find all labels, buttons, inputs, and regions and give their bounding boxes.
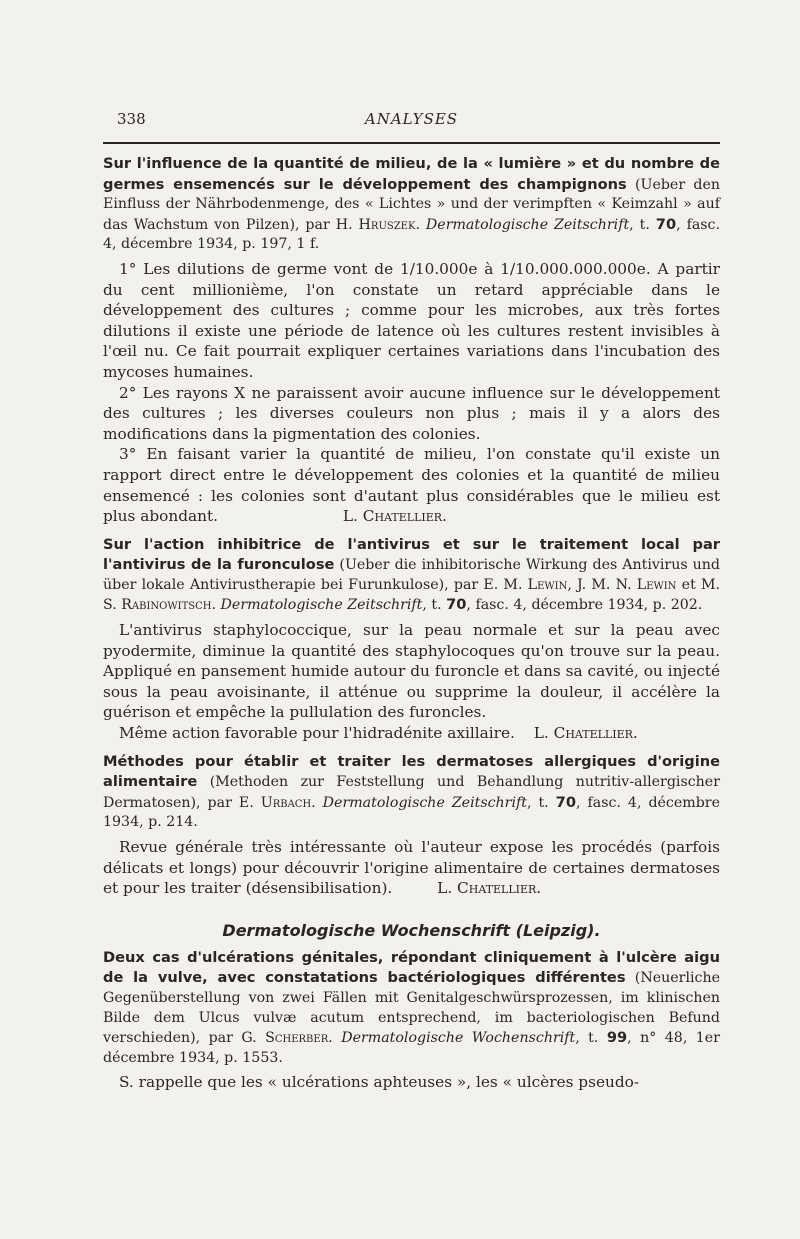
article-1-paragraph-1: 1° Les dilutions de germe vont de 1/10.000e à 1/10.000.000.000e. A partir du cent millionième, l'on constate un retard appréciable dans le développement des cultures ; comme pour les microbes, aux très fortes dilutions il existe une période de latence où les cultures restent invisibles à l'œil nu. Ce fait pourrait expliquer certaines variations dans l'incubation des mycoses humaines. xyxy=(103,259,720,381)
article-2-title: Sur l'action inhibitrice de l'antivirus et sur le traitement local par l'antivirus de la furonculose xyxy=(103,535,720,574)
article-2-journal: Dermatologische Zeitschrift xyxy=(220,597,423,614)
section-heading: Dermatologische Wochenschrift (Leipzig). xyxy=(222,920,601,940)
article-4-title: Deux cas d'ulcérations génitales, répondant cliniquement à l'ulcère aigu de la vulve, avec constatations bactériologiques différentes xyxy=(103,948,720,987)
article-4-paragraph-1: S. rappelle que les « ulcérations aphteuses », les « ulcères pseudo- xyxy=(119,1073,640,1092)
running-title: ANALYSES xyxy=(364,110,459,128)
page-number: 338 xyxy=(117,110,146,128)
running-header xyxy=(103,110,720,132)
article-3-reference: Méthodes pour établir et traiter les dermatoses allergiques d'origine alimentaire (Methoden zur Feststellung und Behandlung nutritiv-allergischer Dermatosen), par E. Urbach. Dermatologische Zeitschrift, t. 70, fasc. 4, décembre 1934, p. 214. xyxy=(103,752,720,831)
article-3-journal: Dermatologische Zeitschrift xyxy=(322,794,527,811)
article-1-reference: Sur l'influence de la quantité de milieu, de la « lumière » et du nombre de germes ensemencés sur le développement des champignons (Ueber den Einfluss der Nährbodenmenge, des « Lichtes » und der verimpften « Keimzahl » auf das Wachstum von Pilzen), par H. Hruszek. Dermatologische Zeitschrift, t. 70, fasc. 4, décembre 1934, p. 197, 1 f. xyxy=(103,155,721,253)
article-3-title: Méthodes pour établir et traiter les dermatoses allergiques d'origine alimentaire xyxy=(103,752,720,791)
page xyxy=(103,110,720,1093)
header-rule xyxy=(103,142,720,144)
article-1-author: Hruszek xyxy=(358,216,416,233)
article-1-paragraph-2: 2° Les rayons X ne paraissent avoir aucune influence sur le développement des cultures ; les diverses couleurs non plus ; mais il y a alors des modifications dans la pigmentation des colonies. xyxy=(103,383,720,443)
article-4-reference: Deux cas d'ulcérations génitales, répondant cliniquement à l'ulcère aigu de la vulve, avec constatations bactériologiques différentes (Neuerliche Gegenüberstellung von zwei Fällen mit Genitalgeschwürsprozessen, im klinischen Bilde dem Ulcus vulvæ acutum entsprechend, im bacteriologischen Befund verschieden), par G. Scherber. Dermatologische Wochenschrift, t. 99, n° 48, 1er décembre 1934, p. 1553. xyxy=(103,948,720,1066)
article-3-signature: L. Chatellier. xyxy=(437,879,542,898)
article-1-signature: L. Chatellier. xyxy=(342,507,447,526)
article-1-journal: Dermatologische Zeitschrift xyxy=(425,216,630,233)
article-2-paragraph-1: L'antivirus staphylococcique, sur la peau normale et sur la peau avec pyodermite, diminue la quantité des staphylocoques qu'on trouve sur la peau. Appliqué en pansement humide autour du furoncle et dans sa cavité, ou injecté sous la peau avoisinante, il atténue ou supprime la douleur, il accélère la guérison et empêche la pullulation des furoncles. xyxy=(103,621,720,722)
article-4-journal: Dermatologische Wochenschrift xyxy=(341,1030,576,1047)
article-1-volume: 70 xyxy=(655,215,677,233)
article-2-reference: Sur l'action inhibitrice de l'antivirus et sur le traitement local par l'antivirus de la furonculose (Ueber die inhibitorische Wirkung des Antivirus und über lokale Antivirustherapie bei Furunkulose), par E. M. Lewin, J. M. N. Lewin et M. S. Rabinowitsch. Dermatologische Zeitschrift, t. 70, fasc. 4, décembre 1934, p. 202. xyxy=(103,535,720,614)
article-3-paragraph-1: Revue générale très intéressante où l'auteur expose les procédés (parfois délicats et longs) pour découvrir l'origine alimentaire de certaines dermatoses et pour les traiter (désensibilisation). L. Chatellier. xyxy=(103,838,720,898)
article-2-paragraph-2: Même action favorable pour l'hidradénite axillaire. L. Chatellier. xyxy=(119,724,638,743)
article-1-paragraph-3: 3° En faisant varier la quantité de milieu, l'on constate qu'il existe un rapport direct entre le développement des colonies et la quantité de milieu ensemencé : les colonies sont d'autant plus considérables que le milieu est plus abondant. L. Chatellier. xyxy=(103,445,720,526)
article-1-title: Sur l'influence de la quantité de milieu, de la « lumière » et du nombre de germes ensemencés sur le développement des champignons xyxy=(103,155,720,193)
article-2-signature: L. Chatellier. xyxy=(533,724,638,743)
